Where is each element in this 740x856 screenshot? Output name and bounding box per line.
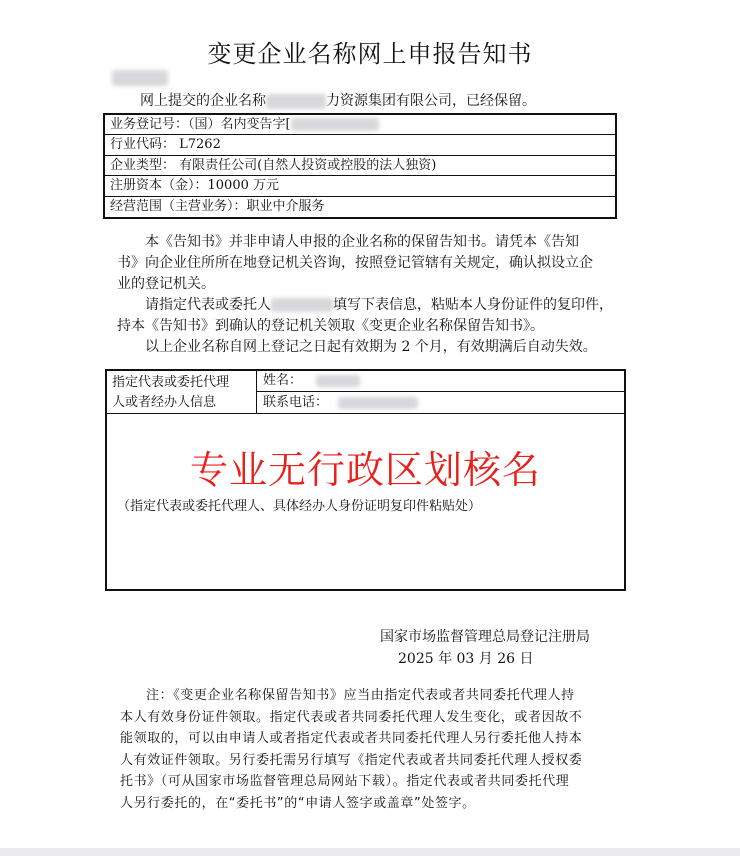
redacted-company-name — [266, 94, 326, 109]
note-line6: 人另行委托的，在“委托书”的“申请人签字或盖章”处签字。 — [120, 795, 476, 811]
intro-line — [140, 91, 536, 112]
note-line5: 托书》（可从国家市场监督管理总局网站下载）。指定代表或者共同委托代理 — [120, 774, 570, 790]
id-paste-hint: （指定代表或委托代理人、具体经办人身份证明复印件粘贴处） — [117, 499, 482, 514]
redacted-agent-phone — [338, 397, 418, 409]
para2-line2: 持本《告知书》到确认的登记机关领取《变更企业名称保留告知书》。 — [117, 318, 544, 334]
note-line2: 本人有效身份证件领取。指定代表或者共同委托代理人发生变化，或者因故不 — [120, 709, 583, 725]
redacted-agent-fullname — [316, 375, 360, 387]
para1-line1: 本《告知书》并非申请人申报的企业名称的保留告知书。请凭本《告知 — [145, 234, 579, 250]
document-title: 变更企业名称网上申报告知书 — [207, 40, 533, 68]
para1-line3: 业的登记机关。 — [117, 276, 215, 292]
para3: 以上企业名称自网上登记之日起有效期为 2 个月，有效期满后自动失效。 — [145, 339, 597, 355]
registered-capital-row: 注册资本（金）：10000 万元 — [105, 176, 615, 196]
agent-name-cell — [257, 371, 624, 392]
para2-prefix: 请指定代表或委托人 — [145, 297, 271, 313]
company-info-table — [103, 113, 617, 219]
para2-suffix: 填写下表信息，粘贴本人身份证件的复印件， — [333, 297, 613, 313]
agent-name-label: 姓名： — [263, 373, 303, 388]
intro-suffix: 力资源集团有限公司，已经保留。 — [326, 93, 536, 109]
redacted-recipient — [112, 70, 168, 86]
industry-code-row: 行业代码： L7262 — [105, 135, 615, 155]
agent-phone-cell — [257, 392, 624, 414]
note-line3: 能领取的，可以由申请人或者指定代表或者共同委托代理人另行委托他人持本 — [120, 731, 583, 747]
agent-label-line1: 指定代表或委托代理 — [112, 375, 230, 390]
issuing-authority: 国家市场监督管理总局登记注册局 — [380, 629, 590, 645]
issue-date: 2025 年 03 月 26 日 — [398, 651, 534, 667]
registration-no-label: 业务登记号：（国）名内变告字[ — [110, 117, 291, 132]
agent-info-table — [105, 369, 626, 591]
agent-label-cell — [107, 371, 257, 414]
company-type-row: 企业类型： 有限责任公司(自然人投资或控股的法人独资) — [105, 156, 615, 176]
redacted-registration-no — [291, 118, 379, 131]
registration-no-row — [105, 115, 615, 135]
agent-label-line2: 人或者经办人信息 — [112, 395, 217, 410]
note-line4: 人有效证件领取。另行委托需另行填写《指定代表或者共同委托代理人授权委 — [120, 752, 583, 768]
redacted-agent-name — [271, 298, 333, 312]
agent-phone-label: 联系电话： — [263, 395, 329, 410]
watermark-text: 专业无行政区划核名 — [189, 448, 541, 492]
viewer-bottom-bar — [0, 848, 740, 856]
note-line1: 注：《变更企业名称保留告知书》应当由指定代表或者共同委托代理人持 — [146, 688, 575, 703]
intro-prefix: 网上提交的企业名称 — [140, 93, 266, 109]
para1-line2: 书》向企业住所所在地登记机关咨询，按照登记管辖有关规定，确认拟设立企 — [117, 255, 593, 271]
note-block — [120, 685, 634, 815]
para2-line1 — [145, 295, 613, 316]
business-scope-row: 经营范围（主营业务）：职业中介服务 — [110, 198, 325, 214]
